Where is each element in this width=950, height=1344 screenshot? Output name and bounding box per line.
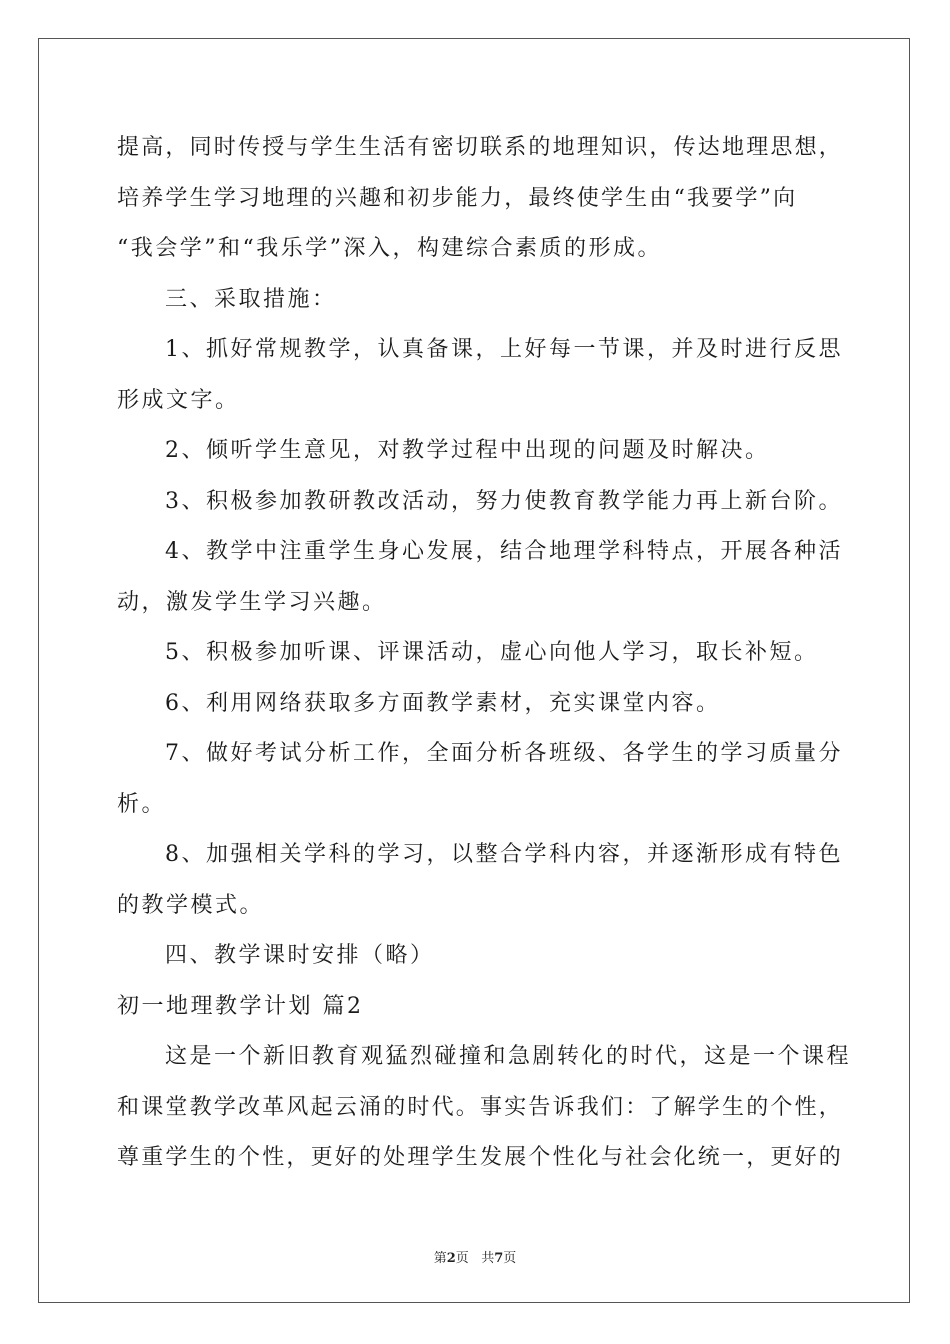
paragraph-line: “我会学”和“我乐学”深入，构建综合素质的形成。 (117, 236, 662, 261)
page-suffix: 页 (455, 1251, 469, 1266)
list-item-2: 2、倾听学生意见，对教学过程中出现的问题及时解决。 (165, 438, 770, 463)
list-item-1: 1、抓好常规教学，认真备课，上好每一节课，并及时进行反思 (165, 337, 843, 362)
total-pages: 7 (494, 1251, 504, 1266)
total-prefix: 共 (481, 1251, 495, 1266)
section-heading-measures: 三、采取措施： (165, 286, 337, 312)
list-item-1-continued: 形成文字。 (117, 387, 240, 413)
article-title: 初一地理教学计划 篇2 (117, 993, 364, 1019)
paragraph-line: 和课堂教学改革风起云涌的时代。事实告诉我们：了解学生的个性， (117, 1094, 844, 1120)
paragraph-line: 提高，同时传授与学生生活有密切联系的地理知识，传达地理思想， (117, 135, 844, 160)
page-footer (0, 1247, 950, 1266)
list-item-4: 4、教学中注重学生身心发展，结合地理学科特点，开展各种活 (165, 539, 843, 564)
list-item-8-continued: 的教学模式。 (117, 892, 265, 918)
list-item-7: 7、做好考试分析工作，全面分析各班级、各学生的学习质量分 (165, 741, 843, 766)
section-heading-schedule: 四、教学课时安排（略） (165, 943, 435, 968)
paragraph-line: 尊重学生的个性，更好的处理学生发展个性化与社会化统一，更好的 (117, 1145, 844, 1170)
list-item-5: 5、积极参加听课、评课活动，虚心向他人学习，取长补短。 (165, 640, 819, 665)
document-body (117, 123, 852, 1184)
page-number: 2 (446, 1251, 456, 1266)
total-suffix: 页 (503, 1251, 517, 1266)
list-item-7-continued: 析。 (117, 791, 167, 817)
list-item-6: 6、利用网络获取多方面教学素材，充实课堂内容。 (165, 690, 721, 716)
paragraph-line: 培养学生学习地理的兴趣和初步能力，最终使学生由“我要学”向 (117, 185, 798, 211)
paragraph-line: 这是一个新旧教育观猛烈碰撞和急剧转化的时代，这是一个课程 (165, 1044, 852, 1069)
list-item-4-continued: 动，激发学生学习兴趣。 (117, 589, 387, 615)
list-item-3: 3、积极参加教研教改活动，努力使教育教学能力再上新台阶。 (165, 488, 843, 514)
page-prefix: 第 (433, 1251, 447, 1266)
list-item-8: 8、加强相关学科的学习，以整合学科内容，并逐渐形成有特色 (165, 842, 843, 867)
